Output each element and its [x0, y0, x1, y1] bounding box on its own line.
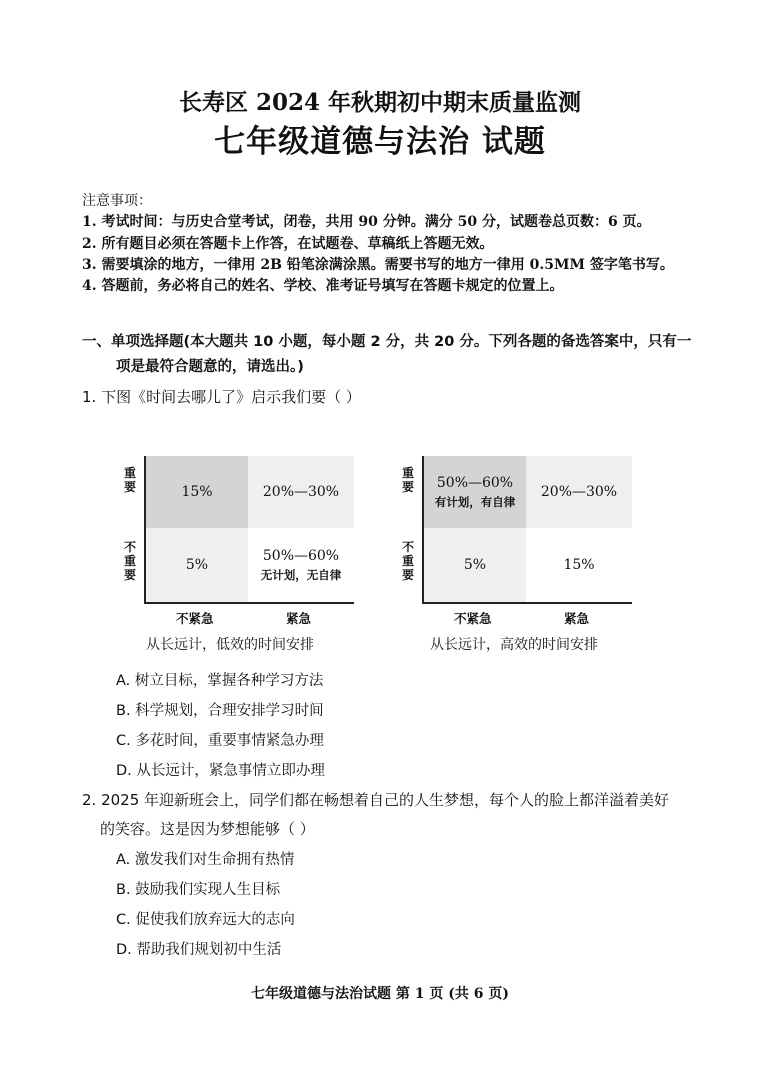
question-2-option-a[interactable]: A. 激发我们对生命拥有热情 — [116, 852, 295, 868]
note-item: 3. 需要填涂的地方，一律用 2B 铅笔涂满涂黑。需要书写的地方一律用 0.5MM 签字笔书写。 — [82, 257, 674, 273]
section-heading-line1: 一、单项选择题(本大题共 10 小题，每小题 2 分，共 20 分。下列各题的备选答案中，只有一 — [82, 334, 692, 350]
x-axis — [422, 602, 632, 604]
cell-note: 有计划，有自律 — [434, 494, 516, 509]
y-label-not-important: 不重要 — [401, 540, 414, 582]
cell-not-important-urgent — [526, 528, 632, 602]
cell-value: 15% — [181, 484, 213, 500]
x-label-not-urgent: 不紧急 — [176, 611, 214, 626]
time-matrix-chart-low-efficiency — [108, 448, 368, 658]
y-label-important: 重要 — [401, 466, 414, 494]
exam-title-line2: 七年级道德与法治 试题 — [214, 124, 546, 160]
x-label-urgent: 紧急 — [564, 611, 590, 626]
cell-value: 50%—60% — [436, 474, 514, 491]
question-2-stem-line1: 2. 2025 年迎新班会上，同学们都在畅想着自己的人生梦想，每个人的脸上都洋溢着美好 — [82, 791, 670, 809]
notes-heading: 注意事项： — [82, 193, 152, 209]
cell-value: 50%—60% — [262, 547, 340, 564]
question-1-option-c[interactable]: C. 多花时间，重要事情紧急办理 — [116, 733, 324, 749]
exam-title-line1: 长寿区 2024 年秋期初中期末质量监测 — [178, 89, 582, 116]
cell-value: 20%—30% — [262, 484, 340, 500]
note-item: 2. 所有题目必须在答题卡上作答，在试题卷、草稿纸上答题无效。 — [82, 236, 494, 252]
cell-value: 5% — [185, 557, 209, 573]
page-footer: 七年级道德与法治试题 第 1 页 (共 6 页) — [251, 986, 509, 1002]
question-1-stem: 1. 下图《时间去哪儿了》启示我们要（ ） — [82, 388, 361, 406]
cell-value: 5% — [463, 557, 487, 573]
x-label-urgent: 紧急 — [286, 611, 312, 626]
section-heading-line2: 项是最符合题意的，请选出。) — [116, 359, 304, 375]
question-2-option-c[interactable]: C. 促使我们放弃远大的志向 — [116, 912, 295, 928]
cell-value: 20%—30% — [540, 484, 618, 500]
note-item: 4. 答题前，务必将自己的姓名、学校、准考证号填写在答题卡规定的位置上。 — [82, 278, 564, 294]
cell-important-not-urgent — [424, 456, 526, 528]
chart-caption: 从长远计，低效的时间安排 — [146, 637, 314, 653]
time-matrix-chart-high-efficiency — [386, 448, 646, 658]
cell-not-important-not-urgent — [424, 528, 526, 602]
question-2-option-b[interactable]: B. 鼓励我们实现人生目标 — [116, 882, 281, 898]
chart-caption: 从长远计，高效的时间安排 — [430, 637, 598, 653]
note-item: 1. 考试时间：与历史合堂考试，闭卷，共用 90 分钟。满分 50 分，试题卷总页数：6 页。 — [82, 214, 651, 230]
question-1-option-b[interactable]: B. 科学规划，合理安排学习时间 — [116, 703, 324, 719]
x-axis — [144, 602, 354, 604]
cell-important-urgent — [526, 456, 632, 528]
cell-not-important-urgent — [248, 528, 354, 602]
question-1-option-a[interactable]: A. 树立目标，掌握各种学习方法 — [116, 673, 324, 689]
cell-value: 15% — [563, 557, 595, 573]
cell-important-urgent — [248, 456, 354, 528]
x-label-not-urgent: 不紧急 — [454, 611, 492, 626]
y-label-not-important: 不重要 — [123, 540, 136, 582]
cell-not-important-not-urgent — [146, 528, 248, 602]
question-2-option-d[interactable]: D. 帮助我们规划初中生活 — [116, 942, 282, 958]
y-label-important: 重要 — [123, 466, 136, 494]
cell-note: 无计划，无自律 — [260, 567, 342, 582]
question-1-option-d[interactable]: D. 从长远计，紧急事情立即办理 — [116, 763, 325, 779]
question-2-stem-line2: 的笑容。这是因为梦想能够（ ） — [100, 820, 315, 838]
cell-important-not-urgent — [146, 456, 248, 528]
